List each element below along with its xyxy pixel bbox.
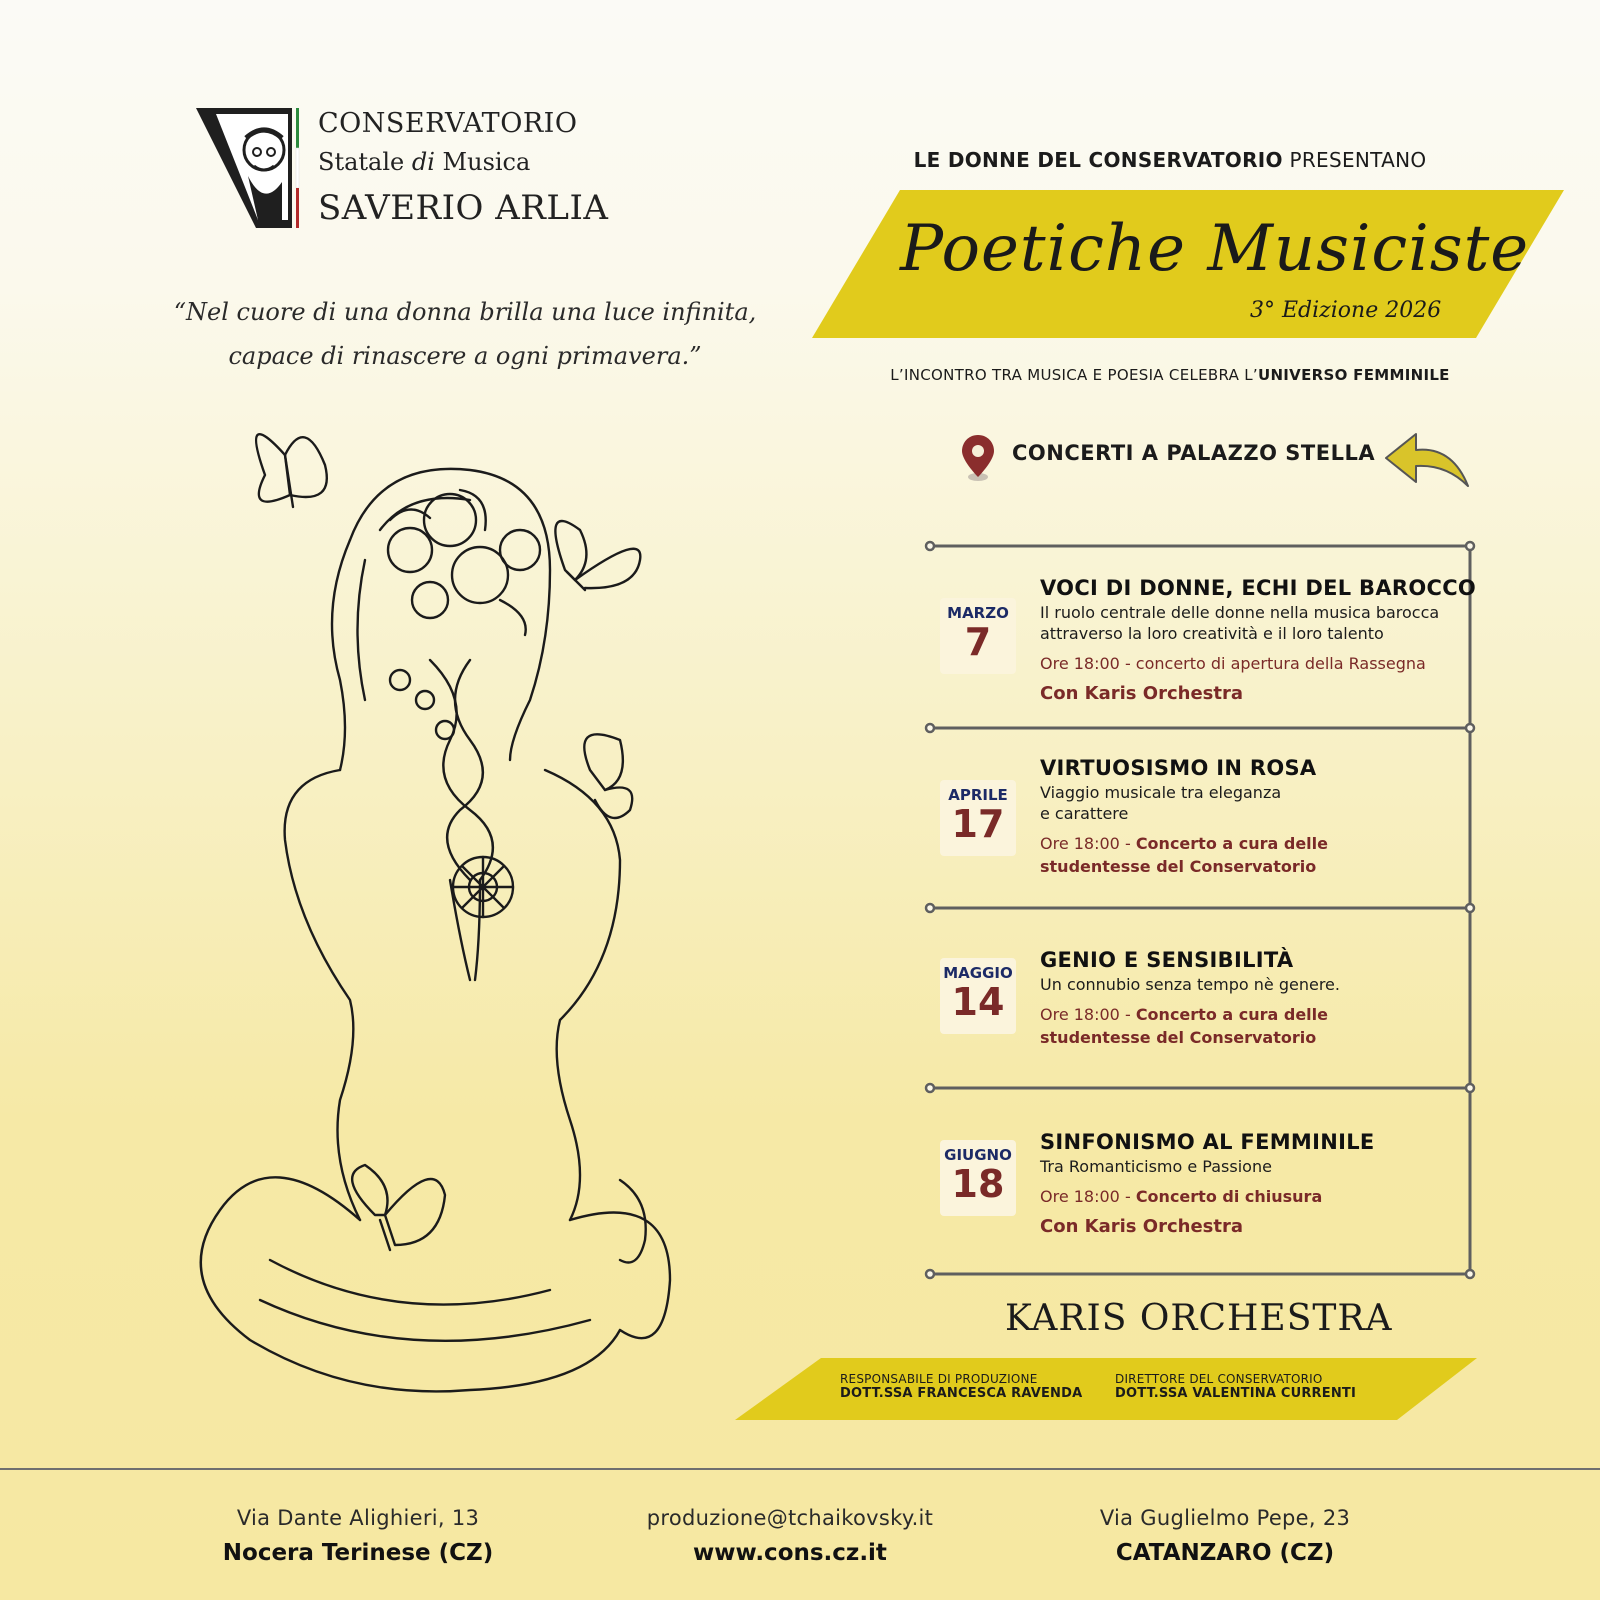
- footer-email[interactable]: produzione@tchaikovsky.it: [646, 1506, 934, 1530]
- event-details: [1040, 1130, 1480, 1237]
- event-title: VOCI DI DONNE, ECHI DEL BAROCCO: [1040, 576, 1477, 600]
- event-description: Viaggio musicale tra eleganza e carattere: [1040, 783, 1282, 823]
- event-performer: Con Karis Orchestra: [1040, 1216, 1243, 1237]
- event-details: [1040, 576, 1480, 704]
- edition-label: 3° Edizione 2026: [1250, 298, 1442, 323]
- logo-title-line1: CONSERVATORIO: [318, 108, 578, 139]
- event-series-title: Poetiche Musiciste: [900, 212, 1530, 286]
- credit-name: DOTT.SSA VALENTINA CURRENTI: [1115, 1386, 1357, 1401]
- footer-city: CATANZARO (CZ): [1115, 1540, 1335, 1566]
- event-day: 18: [951, 1162, 1005, 1206]
- curved-arrow-icon: [1382, 424, 1472, 492]
- logo-title-line2: Statale di Musica: [318, 148, 531, 176]
- event-month: APRILE: [948, 786, 1008, 804]
- event-month: MAGGIO: [943, 964, 1013, 982]
- event-performer: Con Karis Orchestra: [1040, 683, 1243, 704]
- footer-street: Via Guglielmo Pepe, 23: [1099, 1506, 1351, 1530]
- event-title: GENIO E SENSIBILITÀ: [1040, 948, 1294, 972]
- credit-director: [1115, 1372, 1356, 1401]
- event-month: GIUGNO: [944, 1146, 1012, 1164]
- footer-website[interactable]: www.cons.cz.it: [693, 1540, 887, 1566]
- logo-title-line3: SAVERIO ARLIA: [318, 188, 609, 228]
- presents-line: LE DONNE DEL CONSERVATORIO PRESENTANO: [913, 148, 1427, 172]
- tagline: L’INCONTRO TRA MUSICA E POESIA CELEBRA L’UNIVERSO FEMMINILE: [890, 366, 1450, 384]
- karis-orchestra-logo: KARIS ORCHESTRA: [1005, 1298, 1393, 1339]
- credit-role: RESPONSABILE DI PRODUZIONE: [840, 1372, 1038, 1386]
- quote: [150, 290, 780, 378]
- footer-address-nocera: [148, 1506, 568, 1566]
- date-badge: [940, 1140, 1016, 1216]
- footer-contacts: [580, 1506, 1000, 1566]
- event-description: Un connubio senza tempo nè genere.: [1040, 975, 1340, 994]
- woman-line-drawing: [150, 400, 770, 1420]
- event-day: 17: [951, 802, 1005, 846]
- event-month: MARZO: [947, 604, 1009, 622]
- quote-line2: capace di rinascere a ogni primavera.”: [228, 342, 702, 370]
- credit-producer: [840, 1372, 1082, 1401]
- footer-address-catanzaro: [1015, 1506, 1435, 1566]
- event-time: Ore 18:00 - Concerto di chiusura: [1040, 1187, 1323, 1206]
- event-time: Ore 18:00 - Concerto a cura delle studentesse del Conservatorio: [1040, 834, 1328, 876]
- event-description: Tra Romanticismo e Passione: [1040, 1157, 1272, 1176]
- conservatorio-logo-mark: [196, 108, 306, 228]
- event-title: SINFONISMO AL FEMMINILE: [1040, 1130, 1375, 1154]
- date-badge: [940, 780, 1016, 856]
- date-badge: [940, 958, 1016, 1034]
- quote-line1: “Nel cuore di una donna brilla una luce infinita,: [173, 298, 757, 326]
- date-badge: [940, 598, 1016, 674]
- event-details: [1040, 756, 1480, 878]
- footer-divider: [0, 1468, 1600, 1470]
- credit-role: DIRETTORE DEL CONSERVATORIO: [1115, 1372, 1323, 1386]
- event-title: VIRTUOSISMO IN ROSA: [1040, 756, 1317, 780]
- credit-name: DOTT.SSA FRANCESCA RAVENDA: [840, 1386, 1083, 1401]
- event-day: 14: [951, 980, 1005, 1024]
- location-pin-icon: [960, 433, 996, 483]
- footer-street: Via Dante Alighieri, 13: [236, 1506, 480, 1530]
- event-day: 7: [964, 620, 992, 664]
- footer-city: Nocera Terinese (CZ): [222, 1540, 494, 1566]
- venue-label: CONCERTI A PALAZZO STELLA: [1012, 441, 1376, 465]
- event-time: Ore 18:00 - concerto di apertura della Rassegna: [1040, 654, 1426, 673]
- event-time: Ore 18:00 - Concerto a cura delle studentesse del Conservatorio: [1040, 1005, 1328, 1047]
- event-details: [1040, 948, 1480, 1049]
- event-description: Il ruolo centrale delle donne nella musica barocca attraverso la loro creatività e il loro talento: [1040, 603, 1440, 643]
